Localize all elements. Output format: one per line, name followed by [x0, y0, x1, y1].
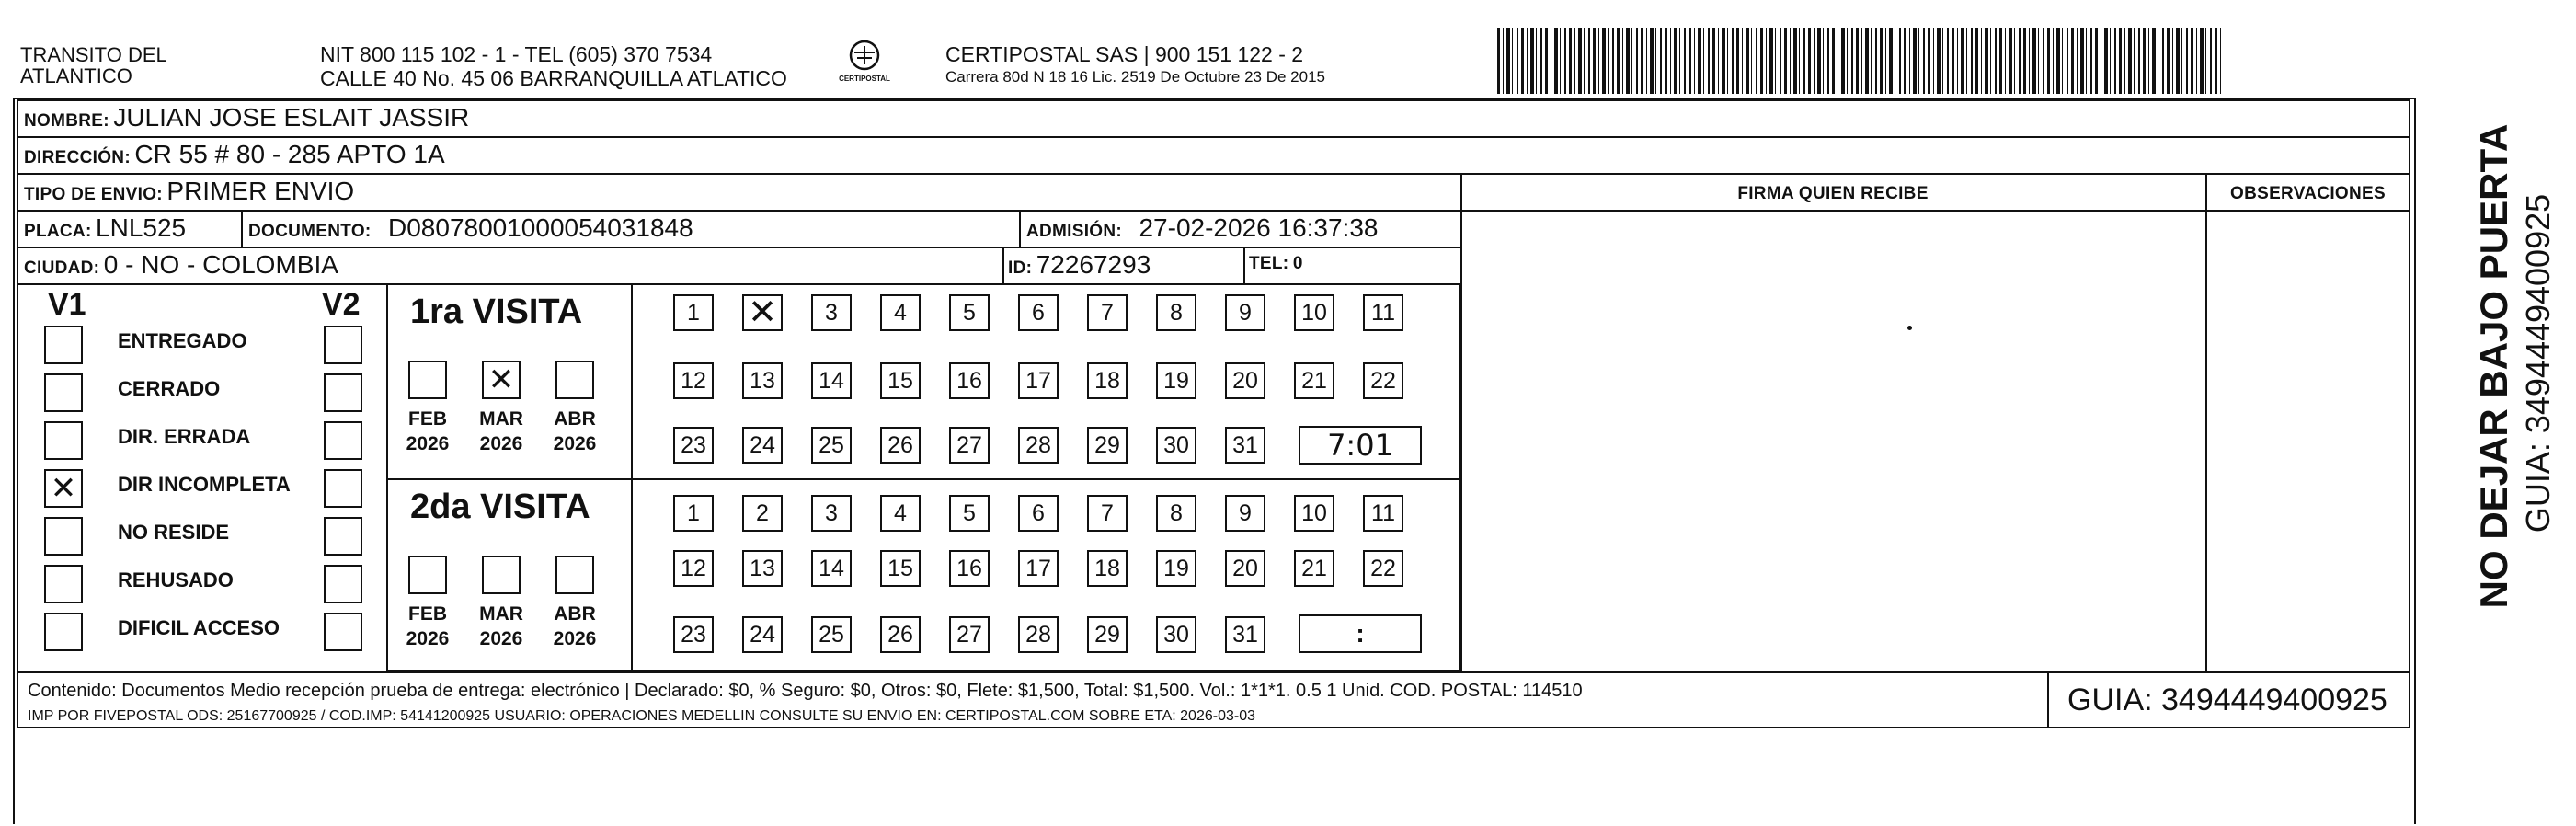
tel-field: [1249, 254, 1303, 274]
tipo-value: PRIMER ENVIO: [166, 177, 355, 205]
placa-field: [24, 213, 186, 243]
day-box[interactable]: [1156, 616, 1196, 653]
day-box[interactable]: [1225, 550, 1265, 587]
id-label: ID:: [1008, 258, 1033, 278]
day-number: 14: [819, 367, 844, 394]
month-checkbox[interactable]: [408, 556, 447, 594]
day-box[interactable]: [811, 294, 852, 331]
day-number: 19: [1163, 555, 1189, 581]
day-number: 14: [819, 555, 844, 581]
day-box[interactable]: [1156, 294, 1196, 331]
v1-checkbox[interactable]: [44, 517, 83, 556]
day-box[interactable]: [1156, 427, 1196, 464]
v2-checkbox[interactable]: [324, 373, 362, 412]
day-box[interactable]: [949, 362, 990, 399]
v1-checkbox[interactable]: [44, 613, 83, 651]
status-label: NO RESIDE: [118, 521, 230, 544]
firma-header: FIRMA QUIEN RECIBE: [1737, 184, 1929, 203]
day-box[interactable]: [1156, 362, 1196, 399]
day-number: 10: [1301, 499, 1327, 526]
v2-checkbox[interactable]: [324, 421, 362, 460]
v2-checkbox[interactable]: [324, 565, 362, 603]
day-number: 20: [1232, 555, 1258, 581]
v2-checkbox[interactable]: [324, 326, 362, 364]
day-box[interactable]: [1087, 427, 1128, 464]
day-box[interactable]: [1087, 362, 1128, 399]
footer-contenido: Contenido: Documentos Medio recepción prueba de entrega: electrónico | Declarado: $0, % Seguro: $0, Otros: $0, Flete: $1,500, Total: $1,500. Vol.: 1*1*1. 0.5 1 Unid. COD. POSTAL: 114510: [28, 681, 1583, 701]
day-box[interactable]: [1156, 550, 1196, 587]
month-label: [545, 602, 604, 651]
day-number: 5: [963, 299, 976, 326]
day-box[interactable]: [742, 495, 783, 532]
day-box[interactable]: [1225, 362, 1265, 399]
side-guia: GUIA: 3494449400925: [2519, 193, 2557, 533]
check-x-icon: ✕: [748, 293, 777, 332]
visit1-time: [1299, 426, 1422, 465]
direccion-row: [24, 140, 445, 169]
day-number: 7: [1101, 299, 1114, 326]
sender-nit: NIT 800 115 102 - 1 - TEL (605) 370 7534: [320, 42, 713, 66]
day-box[interactable]: [1156, 495, 1196, 532]
day-number: 21: [1301, 367, 1327, 394]
sender-name: TRANSITO DEL ATLANTICO: [20, 43, 167, 87]
month-name: MAR: [479, 603, 523, 625]
day-number: 22: [1370, 367, 1396, 394]
no-dejar-label: NO DEJAR BAJO PUERTA: [2472, 123, 2515, 609]
footer-guia: GUIA: 3494449400925: [2067, 683, 2387, 717]
barcode: [1497, 28, 2224, 94]
day-number: 31: [1232, 621, 1258, 648]
day-box[interactable]: [949, 294, 990, 331]
day-box[interactable]: [811, 362, 852, 399]
day-number: 23: [681, 621, 706, 648]
day-number: 17: [1025, 555, 1051, 581]
day-number: 1: [687, 299, 700, 326]
day-box[interactable]: [1363, 550, 1403, 587]
day-number: 7: [1101, 499, 1114, 526]
v1-checkbox[interactable]: [44, 565, 83, 603]
tel-value: 0: [1292, 254, 1303, 273]
day-number: 6: [1032, 299, 1045, 326]
day-box[interactable]: [1294, 362, 1334, 399]
day-number: 8: [1170, 299, 1183, 326]
direccion-label: DIRECCIÓN:: [24, 148, 131, 167]
month-name: MAR: [479, 408, 523, 430]
status-label: CERRADO: [118, 377, 221, 400]
day-number: 27: [956, 431, 982, 458]
month-label: [472, 602, 531, 651]
day-box[interactable]: [1294, 550, 1334, 587]
certipostal-logo: CERTIPOSTAL: [828, 39, 901, 83]
id-value: 72267293: [1036, 250, 1151, 279]
month-name: ABR: [554, 603, 596, 625]
day-box[interactable]: [1087, 616, 1128, 653]
admision-field: [1026, 213, 1378, 243]
day-number: 29: [1094, 431, 1120, 458]
day-box[interactable]: [673, 427, 714, 464]
day-box[interactable]: [673, 495, 714, 532]
day-box[interactable]: [1225, 294, 1265, 331]
month-year: 2026: [553, 628, 597, 649]
day-box[interactable]: [673, 362, 714, 399]
day-box[interactable]: [1087, 495, 1128, 532]
day-number: 3: [825, 299, 838, 326]
day-box[interactable]: [1363, 294, 1403, 331]
visit2-time-value: :: [1356, 619, 1365, 648]
day-box[interactable]: [880, 427, 921, 464]
day-box[interactable]: [880, 616, 921, 653]
day-box[interactable]: [949, 427, 990, 464]
v1-checkbox[interactable]: [44, 421, 83, 460]
signature-mark: [1907, 326, 1912, 330]
day-number: 24: [750, 621, 775, 648]
day-number: 19: [1163, 367, 1189, 394]
day-number: 22: [1370, 555, 1396, 581]
company-license: Carrera 80d N 18 16 Lic. 2519 De Octubre 23 De 2015: [945, 68, 1325, 86]
documento-field: [248, 213, 693, 243]
day-box[interactable]: [1294, 294, 1334, 331]
day-number: 12: [681, 367, 706, 394]
day-box[interactable]: [742, 362, 783, 399]
day-number: 18: [1094, 367, 1120, 394]
day-number: 26: [887, 621, 913, 648]
v1-checkbox[interactable]: [44, 326, 83, 364]
month-checkbox[interactable]: [482, 556, 521, 594]
day-box[interactable]: [1363, 495, 1403, 532]
day-number: 28: [1025, 621, 1051, 648]
company-name: CERTIPOSTAL SAS | 900 151 122 - 2: [945, 42, 1304, 66]
day-number: 6: [1032, 499, 1045, 526]
month-name: FEB: [408, 603, 447, 625]
day-box[interactable]: [742, 294, 783, 331]
month-year: 2026: [479, 628, 523, 649]
v2-checkbox[interactable]: [324, 613, 362, 651]
visit1-time-value: 7:01: [1327, 428, 1393, 463]
day-box[interactable]: [880, 294, 921, 331]
day-number: 27: [956, 621, 982, 648]
month-checkbox[interactable]: [555, 361, 594, 399]
day-number: 2: [756, 499, 769, 526]
day-box[interactable]: [1225, 427, 1265, 464]
footer-imp: IMP POR FIVEPOSTAL ODS: 25167700925 / COD.IMP: 54141200925 USUARIO: OPERACIONES MEDELLIN CONSULTE SU ENVIO EN: CERTIPOSTAL.COM SOBRE ETA: 2026-03-03: [28, 708, 1255, 724]
day-number: 17: [1025, 367, 1051, 394]
day-box[interactable]: [811, 495, 852, 532]
day-box[interactable]: [949, 550, 990, 587]
day-box[interactable]: [1294, 495, 1334, 532]
check-x-icon: ✕: [50, 471, 77, 506]
placa-label: PLACA:: [24, 222, 92, 241]
day-box[interactable]: [1225, 495, 1265, 532]
day-number: 31: [1232, 431, 1258, 458]
month-label: [398, 602, 457, 651]
check-x-icon: ✕: [487, 362, 515, 397]
v2-checkbox[interactable]: [324, 469, 362, 508]
day-number: 3: [825, 499, 838, 526]
month-year: 2026: [479, 433, 523, 454]
day-box[interactable]: [1018, 427, 1059, 464]
nombre-value: JULIAN JOSE ESLAIT JASSIR: [113, 103, 470, 132]
day-number: 13: [750, 555, 775, 581]
ciudad-field: [24, 250, 338, 280]
day-box[interactable]: [811, 427, 852, 464]
day-number: 8: [1170, 499, 1183, 526]
visit1-title: 1ra VISITA: [410, 293, 583, 331]
status-label: DIR. ERRADA: [118, 425, 251, 448]
ciudad-label: CIUDAD:: [24, 258, 100, 278]
v2-label: V2: [322, 287, 361, 322]
day-number: 30: [1163, 431, 1189, 458]
id-field: [1008, 250, 1151, 280]
day-box[interactable]: [880, 362, 921, 399]
day-box[interactable]: [880, 495, 921, 532]
v1-checkbox[interactable]: [44, 469, 83, 508]
admision-label: ADMISIÓN:: [1026, 222, 1123, 241]
day-number: 28: [1025, 431, 1051, 458]
day-number: 4: [894, 499, 907, 526]
day-number: 26: [887, 431, 913, 458]
day-box[interactable]: [811, 550, 852, 587]
day-number: 15: [887, 367, 913, 394]
day-box[interactable]: [742, 616, 783, 653]
status-label: ENTREGADO: [118, 329, 247, 352]
day-box[interactable]: [880, 550, 921, 587]
ciudad-value: 0 - NO - COLOMBIA: [103, 250, 338, 279]
month-checkbox[interactable]: [482, 361, 521, 399]
day-box[interactable]: [1018, 294, 1059, 331]
day-number: 25: [819, 621, 844, 648]
day-number: 20: [1232, 367, 1258, 394]
month-label: [398, 407, 457, 456]
day-number: 4: [894, 299, 907, 326]
month-name: FEB: [408, 408, 447, 430]
tipo-row: [24, 177, 354, 206]
month-name: ABR: [554, 408, 596, 430]
day-number: 25: [819, 431, 844, 458]
observaciones-header: OBSERVACIONES: [2230, 184, 2386, 203]
placa-value: LNL525: [96, 213, 187, 242]
tipo-label: TIPO DE ENVIO:: [24, 185, 163, 204]
visit2-title: 2da VISITA: [410, 488, 590, 526]
month-year: 2026: [406, 433, 450, 454]
day-box[interactable]: [742, 427, 783, 464]
month-checkbox[interactable]: [555, 556, 594, 594]
day-number: 9: [1239, 299, 1252, 326]
tel-label: TEL:: [1249, 254, 1289, 273]
visit2-time: [1299, 614, 1422, 653]
day-number: 10: [1301, 299, 1327, 326]
day-box[interactable]: [673, 550, 714, 587]
day-number: 29: [1094, 621, 1120, 648]
status-label: DIR INCOMPLETA: [118, 473, 291, 496]
month-label: [545, 407, 604, 456]
day-number: 24: [750, 431, 775, 458]
documento-value: D08078001000054031848: [388, 213, 693, 242]
day-box[interactable]: [1018, 495, 1059, 532]
side-text: [2417, 123, 2571, 644]
day-number: 11: [1371, 499, 1395, 526]
direccion-value: CR 55 # 80 - 285 APTO 1A: [134, 140, 445, 168]
day-box[interactable]: [811, 616, 852, 653]
day-number: 18: [1094, 555, 1120, 581]
day-number: 11: [1371, 299, 1395, 326]
status-label: DIFICIL ACCESO: [118, 616, 280, 639]
status-label: REHUSADO: [118, 568, 234, 591]
day-box[interactable]: [1018, 362, 1059, 399]
nombre-row: [24, 103, 469, 132]
day-box[interactable]: [1225, 616, 1265, 653]
day-number: 12: [681, 555, 706, 581]
day-box[interactable]: [1087, 550, 1128, 587]
day-number: 30: [1163, 621, 1189, 648]
day-box[interactable]: [1087, 294, 1128, 331]
month-year: 2026: [553, 433, 597, 454]
day-box[interactable]: [673, 616, 714, 653]
day-number: 16: [956, 555, 982, 581]
nombre-label: NOMBRE:: [24, 111, 109, 131]
day-number: 9: [1239, 499, 1252, 526]
month-label: [472, 407, 531, 456]
day-number: 15: [887, 555, 913, 581]
v1-checkbox[interactable]: [44, 373, 83, 412]
day-box[interactable]: [1363, 362, 1403, 399]
day-box[interactable]: [949, 616, 990, 653]
day-number: 23: [681, 431, 706, 458]
day-number: 21: [1301, 555, 1327, 581]
day-number: 5: [963, 499, 976, 526]
day-box[interactable]: [1018, 616, 1059, 653]
v1-label: V1: [48, 287, 86, 322]
day-box[interactable]: [949, 495, 990, 532]
month-year: 2026: [406, 628, 450, 649]
documento-label: DOCUMENTO:: [248, 222, 372, 241]
month-checkbox[interactable]: [408, 361, 447, 399]
day-box[interactable]: [673, 294, 714, 331]
day-number: 16: [956, 367, 982, 394]
day-number: 13: [750, 367, 775, 394]
day-box[interactable]: [1018, 550, 1059, 587]
day-box[interactable]: [742, 550, 783, 587]
v2-checkbox[interactable]: [324, 517, 362, 556]
admision-value: 27-02-2026 16:37:38: [1139, 213, 1379, 242]
day-number: 1: [687, 499, 700, 526]
sender-address: CALLE 40 No. 45 06 BARRANQUILLA ATLATICO: [320, 66, 787, 90]
